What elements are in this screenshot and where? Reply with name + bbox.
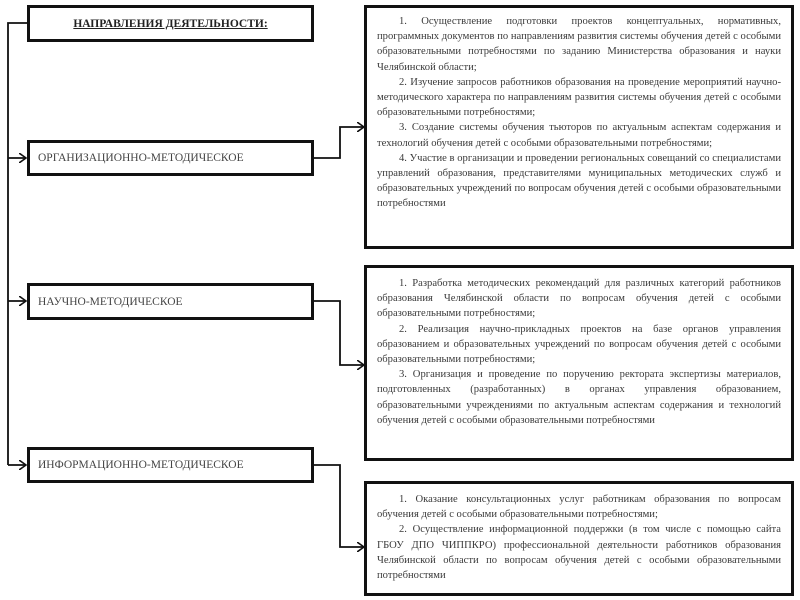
detail-item: 3. Создание системы обучения тьюторов по актуальным аспектам содержания и технологий обучения детей с особыми образовательными потребностями; — [377, 122, 781, 149]
direction-scientific: НАУЧНО-МЕТОДИЧЕСКОЕ — [27, 283, 314, 320]
organizational-details — [364, 5, 794, 249]
arrow-info-details — [313, 465, 364, 547]
arrow-org-details — [313, 127, 364, 158]
detail-item: 4. Участие в организации и проведении региональных совещаний со специалистами управлений образования, представителями муниципальных методических служб и образовательных учреждений по вопросам обучения детей с особыми образовательными потребностями — [377, 152, 781, 210]
directions-title: НАПРАВЛЕНИЯ ДЕЯТЕЛЬНОСТИ: — [27, 5, 314, 42]
detail-item: 1. Оказание консультационных услуг работникам образования по вопросам обучения детей с особыми образовательными потребностями; — [377, 494, 781, 521]
detail-item: 2. Изучение запросов работников образования на проведение мероприятий научно-методического характера по направлениям развития системы обучения детей с особыми образовательными потребностями; — [377, 76, 781, 119]
detail-item: 3. Организация и проведение по поручению ректората экспертизы материалов, подготовленных (разработанных) в органах управления образованием, образовательными учреждениями по актуальным аспектам содержания и технологий обучения детей с особыми образовательными потребностями — [377, 369, 781, 426]
informational-details — [364, 481, 794, 596]
detail-item: 1. Осуществление подготовки проектов концептуальных, нормативных, программных документов по направлениям развития системы обучения детей с особыми образовательными потребностями по заданию Министерства образования и науки Челябинской области; — [377, 16, 781, 73]
trunk-line — [8, 23, 27, 465]
direction-organizational: ОРГАНИЗАЦИОННО-МЕТОДИЧЕСКОЕ — [27, 140, 314, 176]
arrow-sci-details — [313, 301, 364, 365]
detail-item: 1. Разработка методических рекомендаций для различных категорий работников образования Челябинской области по вопросам обучения детей с особыми образовательными потребностями; — [377, 278, 781, 320]
direction-informational: ИНФОРМАЦИОННО-МЕТОДИЧЕСКОЕ — [27, 447, 314, 483]
detail-item: 2. Осуществление информационной поддержки (в том числе с помощью сайта ГБОУ ДПО ЧИППКРО) профессиональной деятельности работников образования Челябинской области по вопросам обучения детей с особыми образовательными потребностями — [377, 524, 781, 582]
scientific-details — [364, 265, 794, 461]
detail-item: 2. Реализация научно-прикладных проектов на базе органов управления образованием и образовательных учреждений по вопросам обучения детей с особыми образовательными потребностями; — [377, 323, 781, 366]
